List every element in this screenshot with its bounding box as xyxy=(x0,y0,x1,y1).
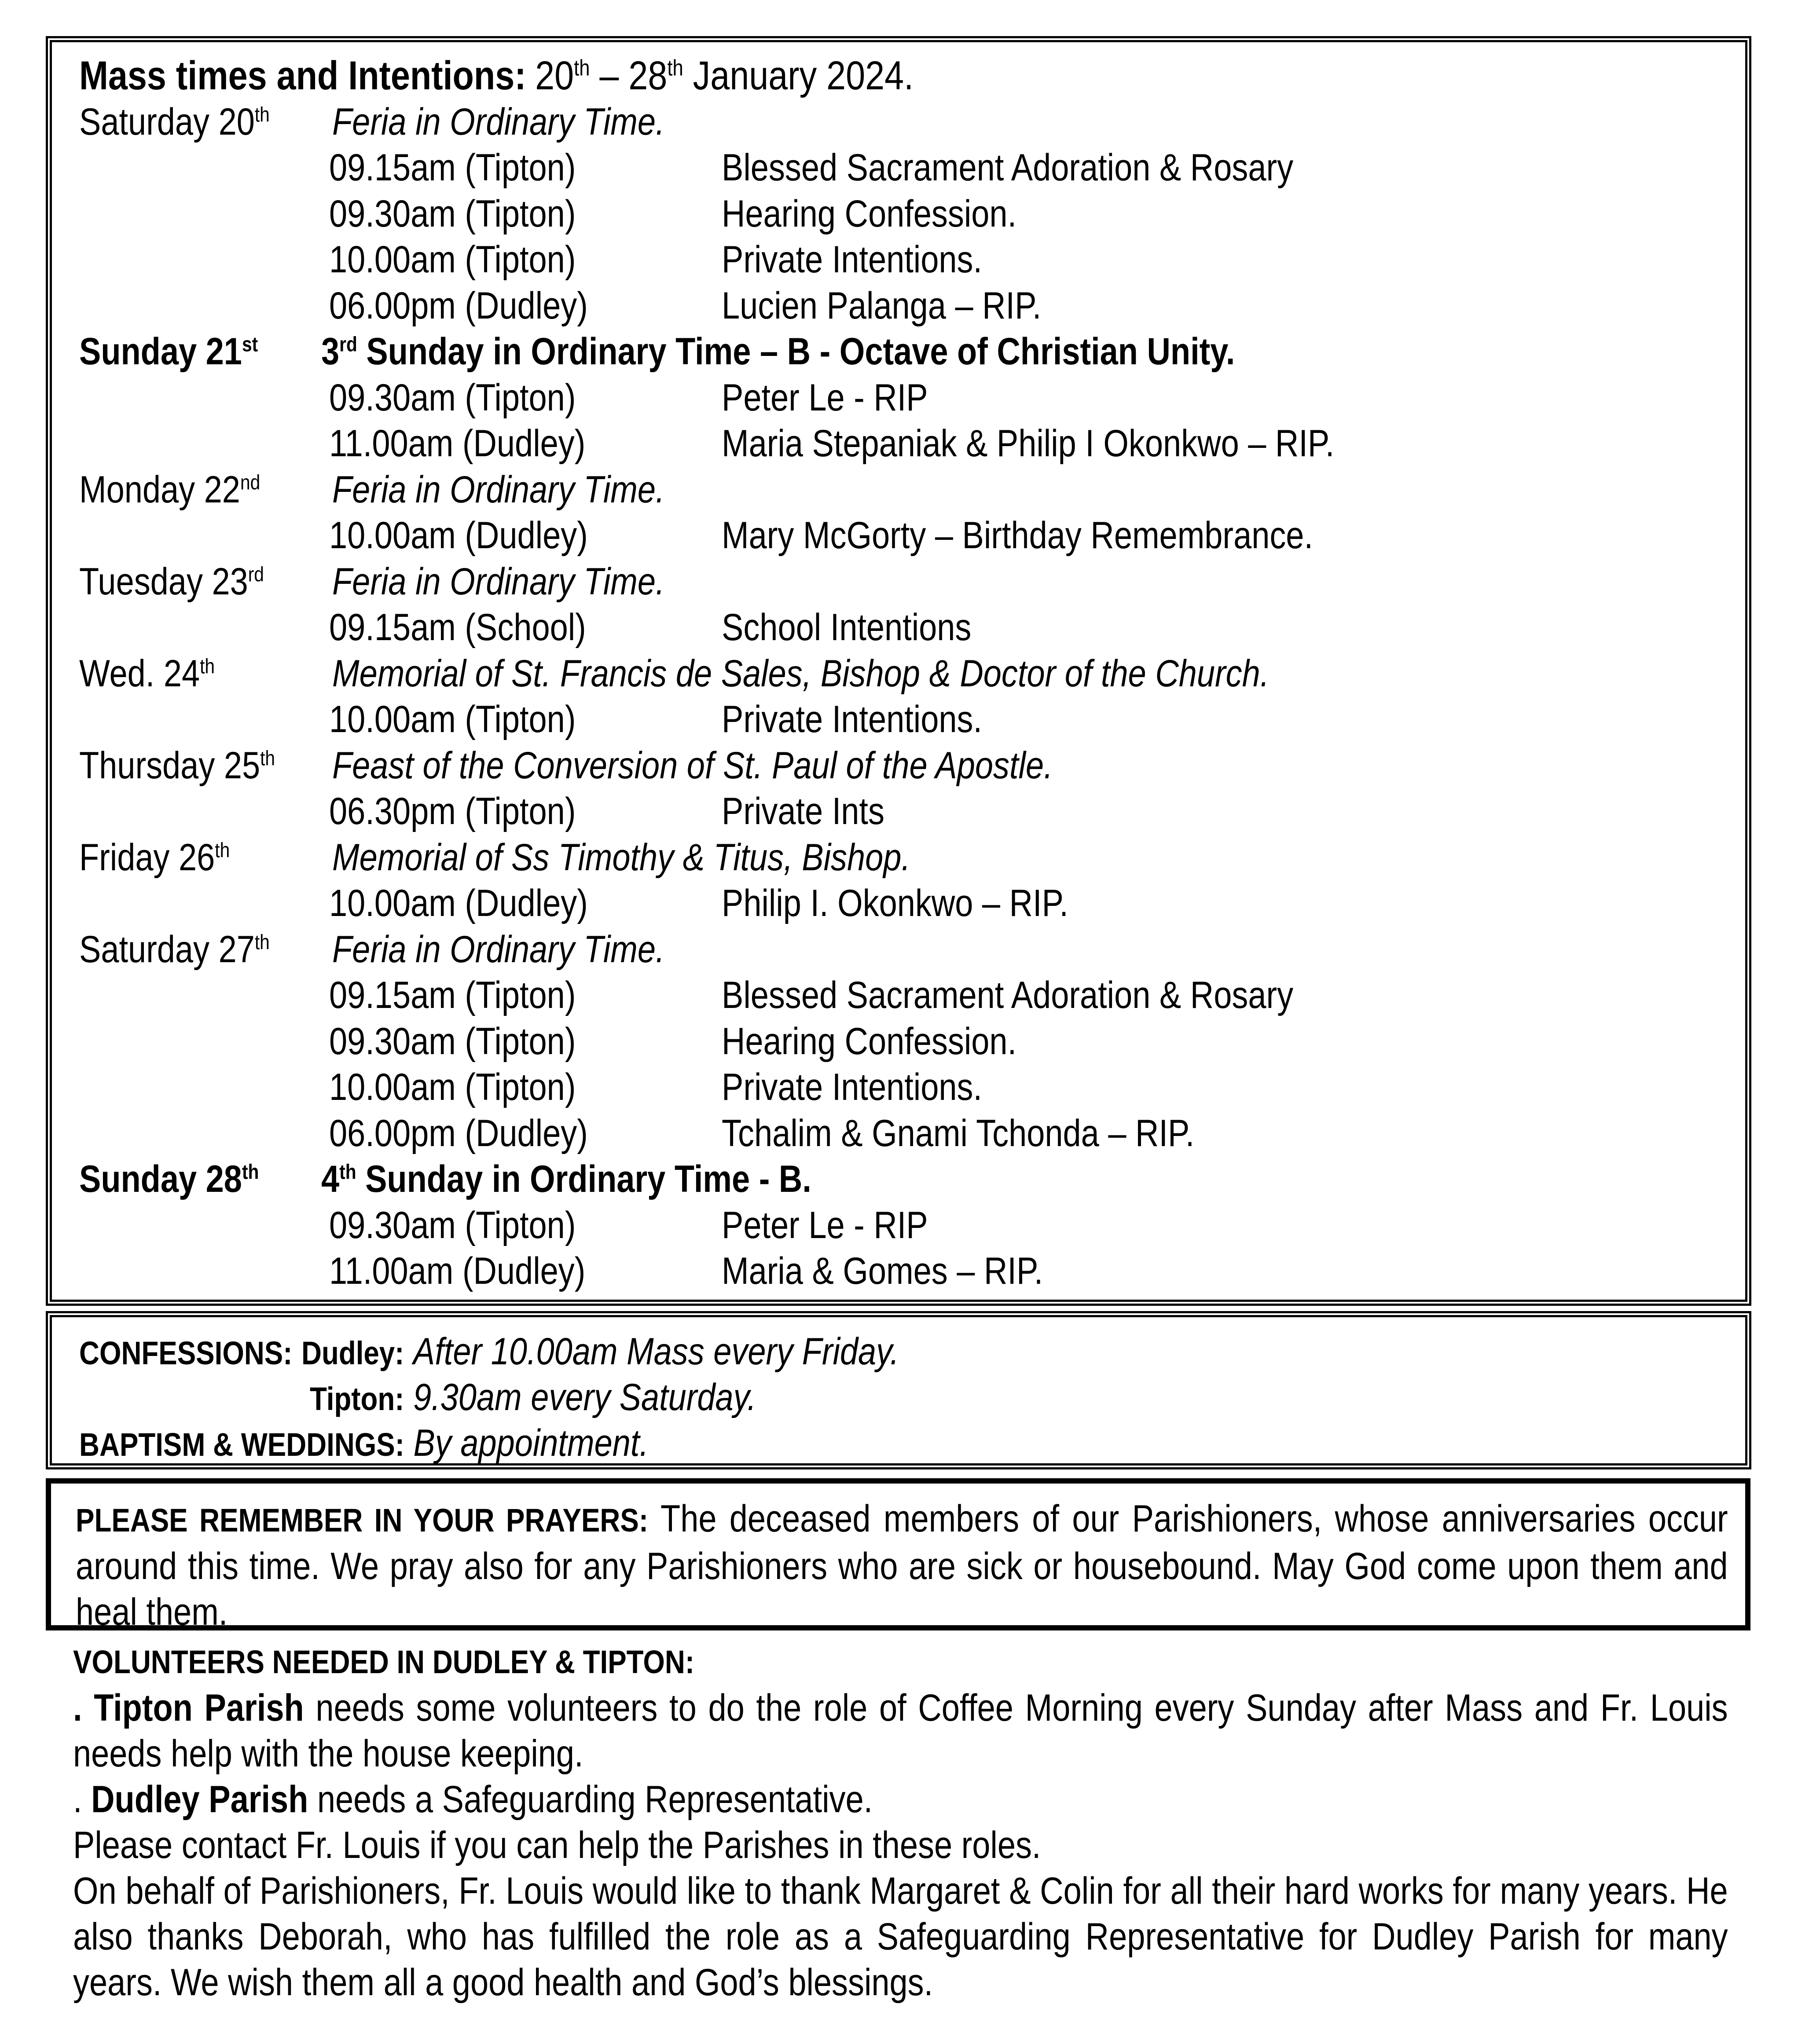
tipton-volunteers-text: needs some volunteers to do the role of Coffee Morning every Sunday after Mass and Fr. Louis needs help with the house keeping. xyxy=(73,1687,1728,1775)
feast-label xyxy=(321,329,1383,374)
mass-intention xyxy=(722,972,1387,1018)
day-ordinal: nd xyxy=(240,470,261,494)
day-name: Saturday 20 xyxy=(79,100,255,143)
day-ordinal: th xyxy=(242,1160,259,1184)
tipton-parish-label: Tipton Parish xyxy=(94,1687,304,1729)
mass-time xyxy=(329,1110,630,1156)
mass-time-text: 09.30am (Tipton) xyxy=(329,1020,576,1062)
feast-text: Feria in Ordinary Time. xyxy=(332,560,665,603)
mass-time xyxy=(329,283,630,329)
mass-time-text: 09.15am (Tipton) xyxy=(329,974,576,1016)
feast-text: Memorial of St. Francis de Sales, Bishop & Doctor of the Church. xyxy=(332,652,1270,695)
prayers-label: PLEASE REMEMBER IN YOUR PRAYERS: xyxy=(76,1502,649,1539)
feast-label xyxy=(332,743,1170,788)
mass-time xyxy=(329,880,630,926)
mass-intention-text: Mary McGorty – Birthday Remembrance. xyxy=(722,514,1313,557)
feast-label xyxy=(332,927,719,972)
day-ordinal: th xyxy=(260,746,275,770)
mass-time-text: 09.30am (Tipton) xyxy=(329,376,576,419)
contact-text: Please contact Fr. Louis if you can help the Parishes in these roles. xyxy=(73,1824,1041,1866)
day-label xyxy=(79,1156,288,1202)
mass-time-text: 06.00pm (Dudley) xyxy=(329,284,588,327)
mass-time-text: 10.00am (Tipton) xyxy=(329,238,576,281)
mass-title-dates xyxy=(535,53,914,98)
mass-intention-text: Maria Stepaniak & Philip I Okonkwo – RIP. xyxy=(722,422,1335,465)
mass-intention-text: Peter Le - RIP xyxy=(722,1204,928,1246)
mass-time xyxy=(329,513,630,558)
mass-intention-text: Blessed Sacrament Adoration & Rosary xyxy=(722,974,1294,1016)
mass-time-text: 09.15am (School) xyxy=(329,606,586,648)
dudley-volunteers-paragraph xyxy=(73,1777,1728,1822)
date-start-suffix: th xyxy=(574,55,590,81)
mass-intention-text: Private Ints xyxy=(722,790,884,832)
day-name: Saturday 27 xyxy=(79,928,255,971)
mass-time-text: 09.30am (Tipton) xyxy=(329,1204,576,1246)
day-name: Thursday 25 xyxy=(79,744,261,787)
confessions-tipton-line xyxy=(310,1374,829,1422)
mass-time xyxy=(329,1202,616,1248)
feast-label xyxy=(332,651,1422,696)
confessions-dudley-line xyxy=(79,1329,1033,1376)
dudley-volunteers-text: needs a Safeguarding Representative. xyxy=(308,1778,873,1821)
feast-ordinal-number: 4 xyxy=(321,1158,340,1200)
mass-times-box xyxy=(46,36,1751,1306)
volunteers-heading-row xyxy=(73,1638,1728,1685)
feast-label xyxy=(332,835,1005,880)
mass-schedule xyxy=(79,48,1728,1293)
date-start: 20 xyxy=(535,53,574,98)
mass-time-text: 09.15am (Tipton) xyxy=(329,147,576,189)
day-label xyxy=(79,927,301,972)
mass-time-text: 10.00am (Tipton) xyxy=(329,698,576,740)
mass-time xyxy=(329,696,616,742)
mass-time xyxy=(329,145,616,191)
day-ordinal: th xyxy=(215,838,230,862)
mass-intention-text: Private Intentions. xyxy=(722,238,983,281)
date-end: – 28 xyxy=(590,53,668,98)
mass-intention xyxy=(722,283,1093,329)
feast-text: Sunday in Ordinary Time - B. xyxy=(356,1158,811,1200)
day-name: Sunday 28 xyxy=(79,1158,242,1200)
mass-time xyxy=(329,421,627,466)
mass-intention xyxy=(722,237,1024,282)
mass-intention-text: Hearing Confession. xyxy=(722,192,1017,235)
dudley-parish-label: Dudley Parish xyxy=(91,1778,308,1821)
feast-ordinal-suffix: th xyxy=(339,1160,356,1184)
mass-intention xyxy=(722,605,1012,650)
mass-intention xyxy=(722,1248,1095,1294)
day-ordinal: th xyxy=(254,103,270,126)
mass-intention-text: Hearing Confession. xyxy=(722,1020,1017,1062)
mass-intention-text: Peter Le - RIP xyxy=(722,376,928,419)
feast-label xyxy=(332,99,719,145)
volunteers-section xyxy=(73,1638,1728,2005)
feast-text: Feria in Ordinary Time. xyxy=(332,100,665,143)
feast-text: Sunday in Ordinary Time – B - Octave of Christian Unity. xyxy=(357,330,1235,373)
day-label xyxy=(79,329,287,374)
day-ordinal: th xyxy=(254,930,270,954)
day-name: Sunday 21 xyxy=(79,330,242,373)
mass-intention-text: Philip I. Okonkwo – RIP. xyxy=(722,882,1068,924)
day-name: Tuesday 23 xyxy=(79,560,248,603)
tipton-label: Tipton: xyxy=(310,1381,404,1417)
dudley-label: Dudley: xyxy=(301,1335,404,1371)
thanks-text: On behalf of Parishioners, Fr. Louis would like to thank Margaret & Colin for all their hard works for many years. He also thanks Deborah, who has fulfilled the role as a Safeguarding Representative for Dudley Parish for many years. We wish them all a good health and God’s blessings. xyxy=(73,1870,1728,2004)
date-month-year: January 2024. xyxy=(683,53,914,98)
mass-time-text: 10.00am (Tipton) xyxy=(329,1066,576,1108)
mass-intention-text: School Intentions xyxy=(722,606,972,648)
feast-label xyxy=(332,467,719,513)
day-label xyxy=(79,743,307,788)
mass-intention xyxy=(722,145,1387,191)
contact-paragraph xyxy=(73,1822,1728,1868)
mass-intention-text: Maria & Gomes – RIP. xyxy=(722,1250,1043,1292)
day-name: Wed. 24 xyxy=(79,652,200,695)
day-label xyxy=(79,559,294,605)
mass-intention xyxy=(722,696,1024,742)
feast-text: Memorial of Ss Timothy & Titus, Bishop. xyxy=(332,836,910,879)
mass-time xyxy=(329,972,616,1018)
mass-time-text: 06.30pm (Tipton) xyxy=(329,790,576,832)
dudley-confession-time: After 10.00am Mass every Friday. xyxy=(413,1330,899,1373)
mass-time xyxy=(329,605,628,650)
mass-intention xyxy=(722,1202,961,1248)
mass-intention xyxy=(722,1064,1024,1110)
thanks-paragraph xyxy=(73,1868,1728,2005)
date-end-suffix: th xyxy=(667,55,683,81)
day-ordinal: st xyxy=(242,333,258,356)
tipton-volunteers-paragraph xyxy=(73,1685,1728,1777)
feast-label xyxy=(332,559,719,605)
day-name: Monday 22 xyxy=(79,468,240,511)
prayers-paragraph xyxy=(76,1496,1728,1635)
mass-time-text: 11.00am (Dudley) xyxy=(329,1250,586,1292)
day-name: Friday 26 xyxy=(79,836,215,879)
mass-intention xyxy=(722,513,1409,558)
mass-time xyxy=(329,1064,616,1110)
mass-intention-text: Lucien Palanga – RIP. xyxy=(722,284,1042,327)
day-label xyxy=(79,467,290,513)
mass-intention xyxy=(722,880,1125,926)
mass-time xyxy=(329,1018,616,1064)
baptism-line xyxy=(79,1420,741,1468)
day-label xyxy=(79,835,254,880)
mass-time-text: 10.00am (Dudley) xyxy=(329,882,588,924)
mass-time-text: 09.30am (Tipton) xyxy=(329,192,576,235)
mass-intention xyxy=(722,1018,1064,1064)
mass-title xyxy=(79,53,1049,99)
confessions-label: CONFESSIONS: xyxy=(79,1335,293,1371)
feast-ordinal-number: 3 xyxy=(321,330,340,373)
feast-text: Feast of the Conversion of St. Paul of the Apostle. xyxy=(332,744,1053,787)
day-ordinal: rd xyxy=(248,562,264,586)
day-ordinal: th xyxy=(200,654,215,678)
mass-intention-text: Blessed Sacrament Adoration & Rosary xyxy=(722,147,1294,189)
prayers-box xyxy=(46,1478,1750,1633)
mass-title-label: Mass times and Intentions: xyxy=(79,53,526,98)
baptism-text: By appointment. xyxy=(413,1422,649,1464)
feast-text: Feria in Ordinary Time. xyxy=(332,468,665,511)
tipton-confession-time: 9.30am every Saturday. xyxy=(413,1376,756,1418)
mass-time xyxy=(329,375,616,421)
mass-time xyxy=(329,1248,627,1294)
mass-intention xyxy=(722,191,1064,237)
day-label xyxy=(79,651,237,696)
mass-time-text: 11.00am (Dudley) xyxy=(329,422,586,465)
prayers-text: The deceased members of our Parishioners, whose anniversaries occur around this time. We pray also for any Parishioners who are sick or housebound. May God come upon them and heal them. xyxy=(76,1498,1728,1633)
feast-text: Feria in Ordinary Time. xyxy=(332,928,665,971)
mass-intention-text: Private Intentions. xyxy=(722,1066,983,1108)
feast-ordinal-suffix: rd xyxy=(339,333,357,356)
mass-intention-text: Private Intentions. xyxy=(722,698,983,740)
mass-intention xyxy=(722,1110,1271,1156)
baptism-label: BAPTISM & WEDDINGS: xyxy=(79,1426,404,1463)
mass-intention-text: Tchalim & Gnami Tchonda – RIP. xyxy=(722,1112,1195,1154)
mass-time xyxy=(329,191,616,237)
mass-intention xyxy=(722,421,1434,466)
mass-time-text: 10.00am (Dudley) xyxy=(329,514,588,557)
mass-time xyxy=(329,788,616,834)
mass-time xyxy=(329,237,616,282)
volunteers-heading: VOLUNTEERS NEEDED IN DUDLEY & TIPTON: xyxy=(73,1644,695,1680)
feast-label xyxy=(321,1156,891,1202)
confessions-box xyxy=(46,1311,1751,1469)
mass-time-text: 06.00pm (Dudley) xyxy=(329,1112,588,1154)
dudley-bullet: . xyxy=(73,1778,92,1821)
tipton-bullet: . xyxy=(73,1687,94,1729)
mass-intention xyxy=(722,375,961,421)
mass-intention xyxy=(722,788,911,834)
day-label xyxy=(79,99,301,145)
